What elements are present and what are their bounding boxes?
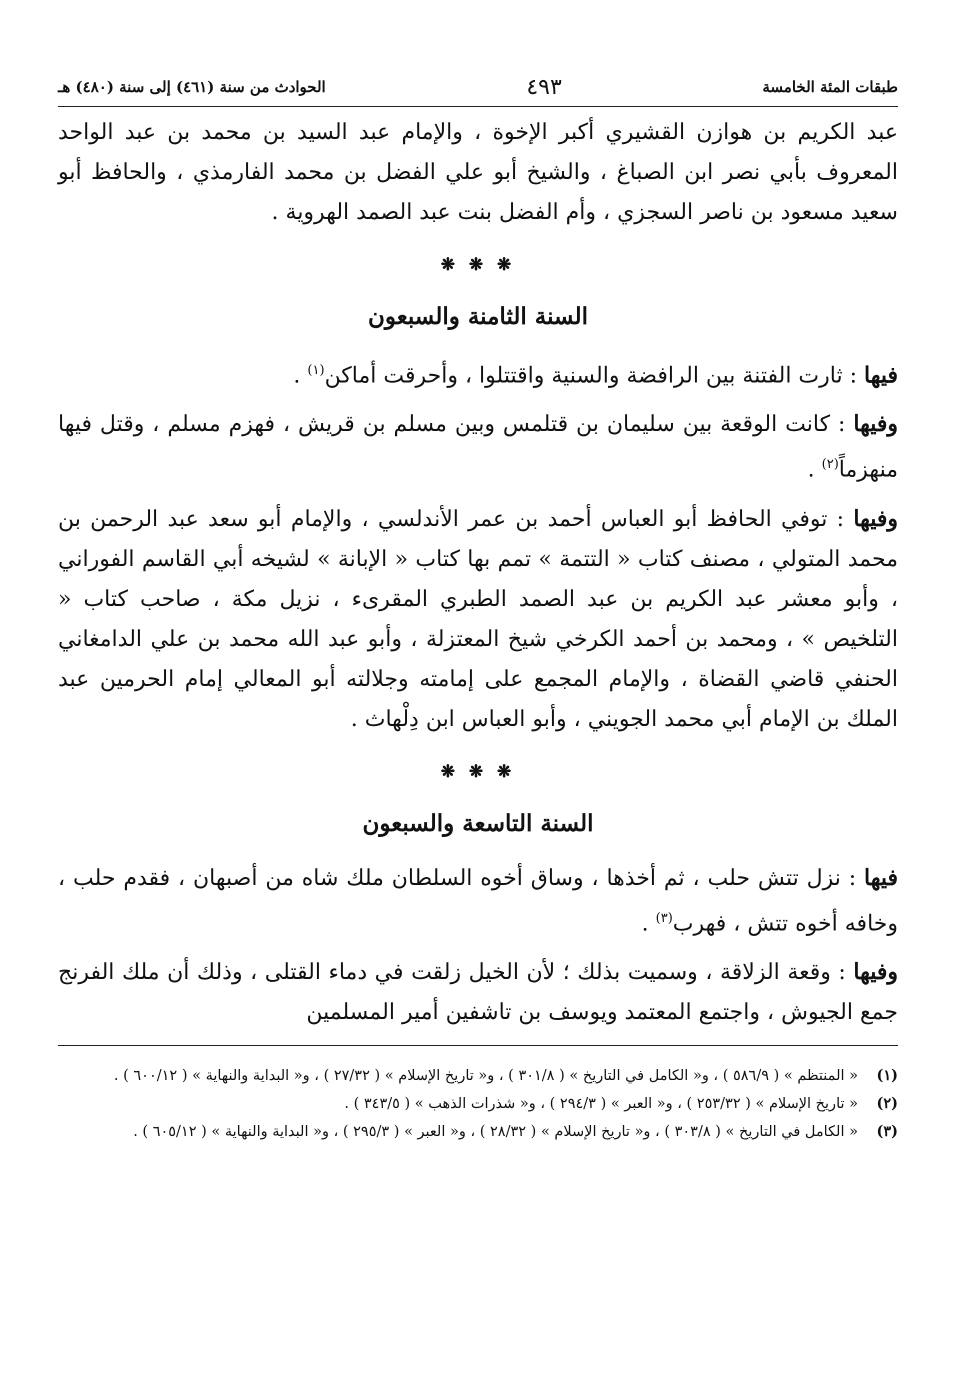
year-479-paragraph-1 bbox=[58, 858, 898, 944]
paragraph-text: : توفي الحافظ أبو العباس أحمد بن عمر الأندلسي ، والإمام أبو سعد عبد الرحمن بن محمد المتولي ، مصنف كتاب « التتمة » تمم بها كتاب « الإبانة » لشيخه أبي القاسم الفوراني ، وأبو معشر عبد الكريم بن عبد الصمد الطبري المقرىء ، نزيل مكة ، صاحب كتاب « التلخيص » ، ومحمد بن أحمد الكرخي شيخ المعتزلة ، وأبو عبد الله محمد بن علي الدامغاني الحنفي قاضي القضاة ، والإمام المجمع على إمامته وجلالته أبو المعالي إمام الحرمين عبد الملك بن الإمام أبي محمد الجويني ، وأبو العباس ابن دِلْهاث . bbox=[58, 506, 898, 732]
lead-word: وفيها bbox=[853, 411, 898, 438]
year-478-paragraph-2 bbox=[58, 404, 898, 490]
footnote-item bbox=[58, 1062, 898, 1090]
paragraph-end: . bbox=[293, 363, 308, 389]
year-479-heading: السنة التاسعة والسبعون bbox=[362, 809, 594, 837]
section-range: الحوادث من سنة (٤٦١) إلى سنة (٤٨٠) هـ bbox=[58, 78, 326, 96]
paragraph-end: . bbox=[641, 910, 656, 936]
footnote-number: (٣) bbox=[876, 1122, 898, 1140]
year-478-paragraph-3 bbox=[58, 499, 898, 740]
main-text bbox=[58, 113, 898, 1033]
footnote-divider bbox=[58, 1045, 898, 1046]
paragraph-text: : ثارت الفتنة بين الرافضة والسنية واقتتلوا ، وأحرقت أماكن bbox=[324, 363, 864, 389]
lead-word: وفيها bbox=[853, 505, 898, 532]
footnote-text: « الكامل في التاريخ » ( ٣٠٣/٨ ) ، و« تاريخ الإسلام » ( ٢٨/٣٢ ) ، و« العبر » ( ٢٩٥/٣ ) ، و« البداية والنهاية » ( ٦٠٥/١٢ ) . bbox=[133, 1123, 858, 1140]
lead-word: فيها bbox=[864, 362, 898, 389]
footnote-ref[interactable]: (٢) bbox=[821, 457, 839, 473]
running-header bbox=[58, 68, 898, 107]
year-478-paragraph-1 bbox=[58, 351, 898, 396]
paragraph-text: : وقعة الزلاقة ، وسميت بذلك ؛ لأن الخيل زلقت في دماء القتلى ، وذلك أن ملك الفرنج جمع الجيوش ، واجتمع المعتمد ويوسف بن تاشفين أمير المسلمين bbox=[58, 959, 898, 1025]
footnote-ref[interactable]: (٣) bbox=[655, 910, 673, 926]
footnote-text: « تاريخ الإسلام » ( ٢٥٣/٣٢ ) ، و« العبر » ( ٢٩٤/٣ ) ، و« شذرات الذهب » ( ٣٤٣/٥ ) . bbox=[344, 1095, 858, 1112]
footnotes bbox=[58, 1062, 898, 1146]
footnote-text: « المنتظم » ( ٥٨٦/٩ ) ، و« الكامل في التاريخ » ( ٣٠١/٨ ) ، و« تاريخ الإسلام » ( ٢٧/٣٢ ) ، و« البداية والنهاية » ( ٦٠٠/١٢ ) . bbox=[113, 1067, 858, 1084]
intro-paragraph: عبد الكريم بن هوازن القشيري أكبر الإخوة ، والإمام عبد السيد بن محمد بن عبد الواحد المعروف بأبي نصر ابن الصباغ ، والشيخ أبو علي الفضل بن محمد الفارمذي ، والحافظ أبو سعيد مسعود بن ناصر السجزي ، وأم الفضل بنت عبد الصمد الهروية . bbox=[58, 120, 898, 225]
footnote-number: (٢) bbox=[876, 1094, 898, 1112]
section-separator: ❋ ❋ ❋ bbox=[440, 761, 516, 782]
paragraph-text: : نزل تتش حلب ، ثم أخذها ، وساق أخوه السلطان ملك شاه من أصبهان ، فقدم حلب ، وخافه أخوه تتش ، فهرب bbox=[58, 865, 898, 936]
year-479-paragraph-2 bbox=[58, 952, 898, 1033]
footnote-number: (١) bbox=[876, 1066, 898, 1084]
section-separator: ❋ ❋ ❋ bbox=[440, 255, 516, 275]
footnote-item bbox=[58, 1090, 898, 1118]
lead-word: وفيها bbox=[853, 958, 898, 985]
footnote-item bbox=[58, 1118, 898, 1146]
footnote-ref[interactable]: (١) bbox=[307, 363, 325, 378]
year-478-heading: السنة الثامنة والسبعون bbox=[368, 303, 588, 330]
book-title: طبقات المئة الخامسة bbox=[762, 78, 898, 96]
lead-word: فيها bbox=[864, 864, 898, 891]
paragraph-end: . bbox=[807, 457, 822, 483]
page-number: ٤٩٣ bbox=[526, 74, 562, 100]
paragraph-text: : كانت الوقعة بين سليمان بن قتلمس وبين مسلم بن قريش ، فهزم مسلم ، وقتل فيها منهزماً bbox=[58, 412, 898, 483]
